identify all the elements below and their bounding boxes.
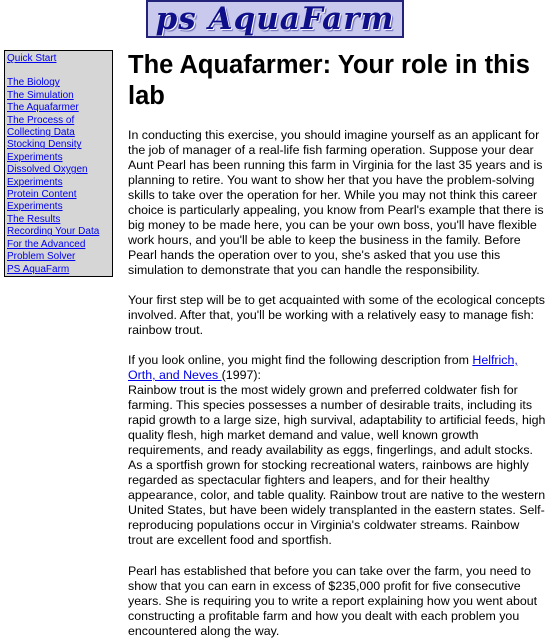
sidebar-link-ps-aquafarm[interactable]: PS AquaFarm — [7, 263, 70, 275]
requirement-paragraph: Pearl has established that before you can take over the farm, you need to show that you can earn in excess of $235,000 profit for five consecutive years. She is requiring you to write a report explaining how you went about constructing a profitable farm and how you dealt with each problem you encountered along the way. — [128, 564, 538, 638]
sidebar-link-stocking-density-line2[interactable]: Experiments — [7, 151, 63, 163]
citation-link[interactable]: Helfrich, Orth, and Neves — [128, 353, 518, 382]
sidebar-link-process-of-collecting-data-line1[interactable]: The Process of — [7, 114, 75, 126]
sidebar-nav — [4, 50, 113, 277]
site-logo-text: ps AquaFarm — [155, 1, 395, 37]
site-logo-banner[interactable] — [146, 0, 404, 38]
first-step-paragraph: Your first step will be to get acquainted with some of the ecological concepts involved. After that, you'll be working with a relatively easy to manage fish: rainbow trout. — [128, 293, 545, 337]
sidebar-link-protein-content-line1[interactable]: Protein Content — [7, 189, 77, 201]
citation-lead-text: If you look online, you might find the following description from — [128, 353, 473, 367]
quoted-description-paragraph: Rainbow trout is the most widely grown and preferred coldwater fish for farming. This species possesses a number of desirable traits, including its rapid growth to a large size, high survival, adaptability to artificial feeds, high quality flesh, high market demand and value, well known growth requirements, and ready availability as eggs, fingerlings, and adult stocks. As a sportfish grown for stocking recreational waters, rainbows are highly regarded as spectacular fighters and leapers, and for their healthy appearance, color, and table quality. Rainbow trout are native to the western United States, but have been widely transplanted in the eastern states. Self-reproducing populations occur in Virginia's coldwater streams. Rainbow trout are excellent food and sportfish. — [128, 383, 546, 547]
citation-year-text: (1997): — [221, 368, 261, 382]
sidebar-link-dissolved-oxygen-line1[interactable]: Dissolved Oxygen — [7, 164, 88, 176]
sidebar-link-dissolved-oxygen-line2[interactable]: Experiments — [7, 176, 63, 188]
sidebar-link-advanced-problem-solver-line2[interactable]: Problem Solver — [7, 251, 76, 263]
sidebar-link-the-aquafarmer[interactable]: The Aquafarmer — [7, 102, 79, 114]
citation-paragraph — [128, 353, 547, 383]
sidebar-link-protein-content-line2[interactable]: Experiments — [7, 201, 63, 213]
intro-paragraph: In conducting this exercise, you should imagine yourself as an applicant for the job of manager of a real-life fish farming operation. Suppose your dear Aunt Pearl has been running this farm in Virginia for the last 35 years and is planning to retire. You want to show her that you have the problem-solving skills to take over the operation for her. While you may not think this career choice is particularly appealing, you know from Pearl's example that there is big money to be made here, you can be your own boss, you'll have flexible work hours, and you'll be able to keep the business in the family. Before Pearl hands the operation over to you, she's asked that you use this simulation to demonstrate that you can handle the responsibility. — [128, 128, 544, 277]
sidebar-link-advanced-problem-solver-line1[interactable]: For the Advanced — [7, 238, 86, 250]
main-content — [128, 50, 547, 639]
sidebar-link-recording-your-data[interactable]: Recording Your Data — [7, 226, 100, 238]
sidebar-link-the-results[interactable]: The Results — [7, 213, 61, 225]
sidebar-link-the-biology[interactable]: The Biology — [7, 77, 60, 89]
sidebar-link-the-simulation[interactable]: The Simulation — [7, 89, 74, 101]
sidebar-link-quick-start[interactable]: Quick Start — [7, 53, 57, 64]
page-title: The Aquafarmer: Your role in this lab — [128, 51, 530, 110]
sidebar-spacer — [7, 65, 112, 77]
sidebar-link-process-of-collecting-data-line2[interactable]: Collecting Data — [7, 127, 75, 139]
sidebar-link-stocking-density-line1[interactable]: Stocking Density — [7, 139, 82, 151]
